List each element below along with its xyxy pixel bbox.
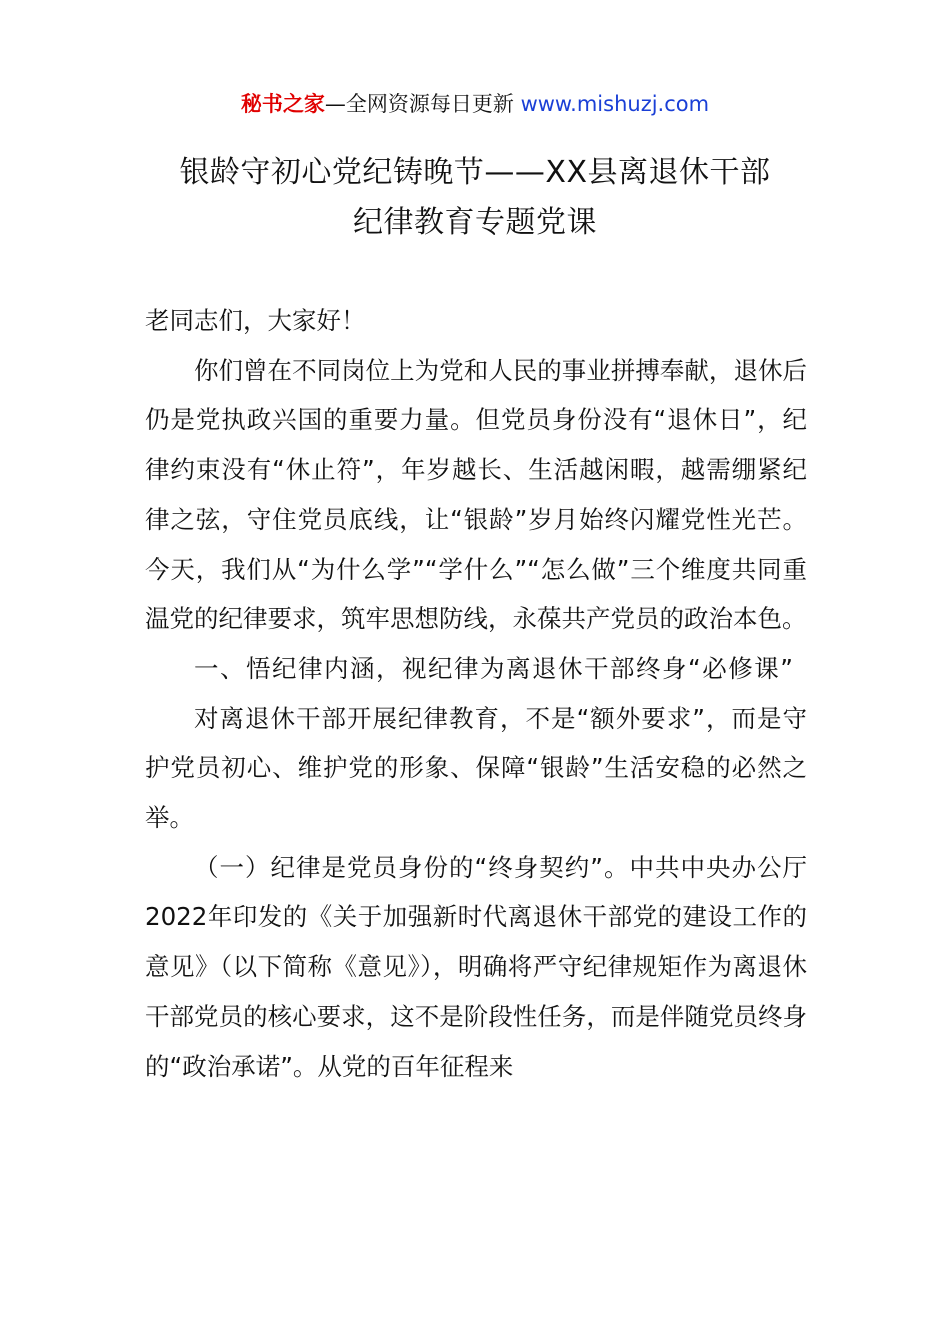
title-line-1: 银龄守初心党纪铸晚节——XX县离退休干部 xyxy=(179,155,771,190)
section-1-paragraph: 对离退休干部开展纪律教育，不是“额外要求”，而是守护党员初心、维护党的形象、保障“银龄”生活安稳的必然之举。 xyxy=(145,703,807,833)
site-header xyxy=(0,88,950,120)
site-url-link[interactable]: www.mishuzj.com xyxy=(520,92,710,116)
brand-name: 秘书之家 xyxy=(240,92,325,116)
subsection-1-paragraph: （一）纪律是党员身份的“终身契约”。中共中央办公厅2022年印发的《关于加强新时代离退休干部党的建设工作的意见》（以下简称《意见》），明确将严守纪律规矩作为离退休干部党员的核心要求，这不是阶段性任务，而是伴随党员终身的“政治承诺”。从党的百年征程来 xyxy=(145,852,807,1081)
section-heading-1: 一、悟纪律内涵，视纪律为离退休干部终身“必修课” xyxy=(194,653,795,683)
header-tagline: —全网资源每日更新 xyxy=(324,92,521,116)
greeting-paragraph: 老同志们，大家好！ xyxy=(145,306,366,335)
document-body xyxy=(145,296,807,1091)
document-title xyxy=(0,148,950,248)
title-line-2: 纪律教育专题党课 xyxy=(353,205,597,240)
intro-paragraph: 你们曾在不同岗位上为党和人民的事业拼搏奉献，退休后仍是党执政兴国的重要力量。但党员身份没有“退休日”，纪律约束没有“休止符”，年岁越长、生活越闲暇，越需绷紧纪律之弦，守住党员底线，让“银龄”岁月始终闪耀党性光芒。今天，我们从“为什么学”“学什么”“怎么做”三个维度共同重温党的纪律要求，筑牢思想防线，永葆共产党员的政治本色。 xyxy=(145,355,807,634)
